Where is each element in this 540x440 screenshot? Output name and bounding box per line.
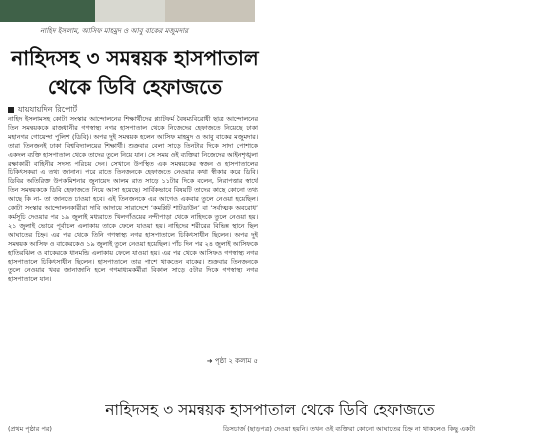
jump-arrow-icon: ➜ — [206, 357, 215, 365]
headline-line-1: নাহিদসহ ৩ সমন্বয়ক হাসপাতাল — [11, 46, 259, 70]
news-photo — [0, 0, 255, 22]
from-page-label: (প্রথম পৃষ্ঠার পর) — [8, 425, 52, 433]
continuation-text — [8, 424, 540, 435]
headline-line-2: থেকে ডিবি হেফাজতে — [47, 75, 223, 99]
continuation-headline: নাহিদসহ ৩ সমন্বয়ক হাসপাতাল থেকে ডিবি হেফাজতে — [105, 401, 435, 419]
article-body: নাহিদ ইসলামসহ কোটা সংস্কার আন্দোলনের শিক্ষার্থীদের প্ল্যাটফর্ম বৈষম্যবিরোধী ছাত্র আন্দোলনের তিন সমন্বয়ককে রাজধানীর গণস্বাস্থ্য নগর হাসপাতাল থেকে নিজেদের হেফাজতে নিয়েছে ঢাকা মহানগর গোয়েন্দা পুলিশ (ডিবি)। অপর দুই সমন্বয়ক হলেন আসিফ মাহমুদ ও আবু বাকের মজুমদার। তারা তিনজনই ঢাকা বিশ্ববিদ্যালয়ের শিক্ষার্থী। শুক্রবার বেলা সাড়ে তিনটার দিকে সাদা পোশাকে একদল ব্যক্তি হাসপাতাল থেকে তাদের তুলে নিয়ে যান। সে সময় ওই ব্যক্তিরা নিজেদের আইনশৃঙ্খলা রক্ষাকারী বাহিনীর সদস্য পরিচয় দেন। সেখানে উপস্থিত এক সমন্বয়কের স্বজন ও হাসপাতালের চিকিৎসকরা এ তথ্য জানান। পরে রাতে তিনজনকে হেফাজতে নেওয়ার কথা স্বীকার করে ডিবি। ডিবির অতিরিক্ত উপকমিশনার জুনায়েদ আলম রাত সাড়ে ১১টার দিকে বলেন, নিরাপত্তার স্বার্থে তিন সমন্বয়ককে ডিবি হেফাজতে নিয়ে আসা হয়েছে। সার্বিকভাবে বিষয়টি তাদের কাছে কোনো তথ্য আছে কি না- তা জানতে চাওয়া হবে। এই তিনজনকে এর আগেও একবার তুলে নেওয়া হয়েছিল। কোটা সংস্কার আন্দোলনকারীরা দাবি আদায়ে সারাদেশে ‘কমপ্লিট শাটডাউন’ বা ‘সর্বাত্মক অবরোধ’ কর্মসূচি দেওয়ার পর ১৯ জুলাই মধ্যরাতে খিলগাঁওয়ের নন্দীপাড়া থেকে নাহিদকে তুলে নেওয়া হয়। ২১ জুলাই ভোরে পূর্বাচল এলাকায় তাকে ফেলে যাওয়া হয়। নাহিদের শরীরের বিভিন্ন স্থানে ছিল আঘাতের চিহ্ন। এর পর থেকে তিনি গণস্বাস্থ্য নগর হাসপাতালে চিকিৎসাধীন ছিলেন। অপর দুই সমন্বয়ক আসিফ ও বাকেরকেও ১৯ জুলাই তুলে নেওয়া হয়েছিল। পাঁচ দিন পর ২৪ জুলাই আসিফকে হাতিরঝিল ও বাকেরকে ধানমন্ডি এলাকায় ফেলে যাওয়া হয়। এর পর থেকে আসিফও গণস্বাস্থ্য নগর হাসপাতালে চিকিৎসাধীন ছিলেন। হাসপাতালে তার পাশে থাকতেন বাকের। শুক্রবার তিনজনকে তুলে নেওয়ার খবর জানাজানি হলে গণমাধ্যমকর্মীরা বিকাল সাড়ে ৫টার দিকে গণস্বাস্থ্য নগর হাসপাতালে যান। — [8, 115, 258, 284]
continuation-fragment: ডিসচার্জ (ছাড়পত্র) দেওয়া হয়নি। তখন ওই ব্যক্তিরা কোনো আঘাতের চিহ্ন না থাকলেও কিছু একটা — [223, 425, 476, 433]
photo-caption: নাহিদ ইসলাম, আসিফ মাহমুদ ও আবু বাকের মজুমদার — [40, 27, 189, 35]
jump-text: পৃষ্ঠা ২ কলাম ৫ — [214, 357, 258, 365]
byline-marker-icon — [8, 107, 14, 113]
article-headline — [0, 44, 270, 102]
byline-text: যায়যায়দিন রিপোর্ট — [18, 105, 78, 114]
page-jump-reference — [150, 355, 258, 367]
